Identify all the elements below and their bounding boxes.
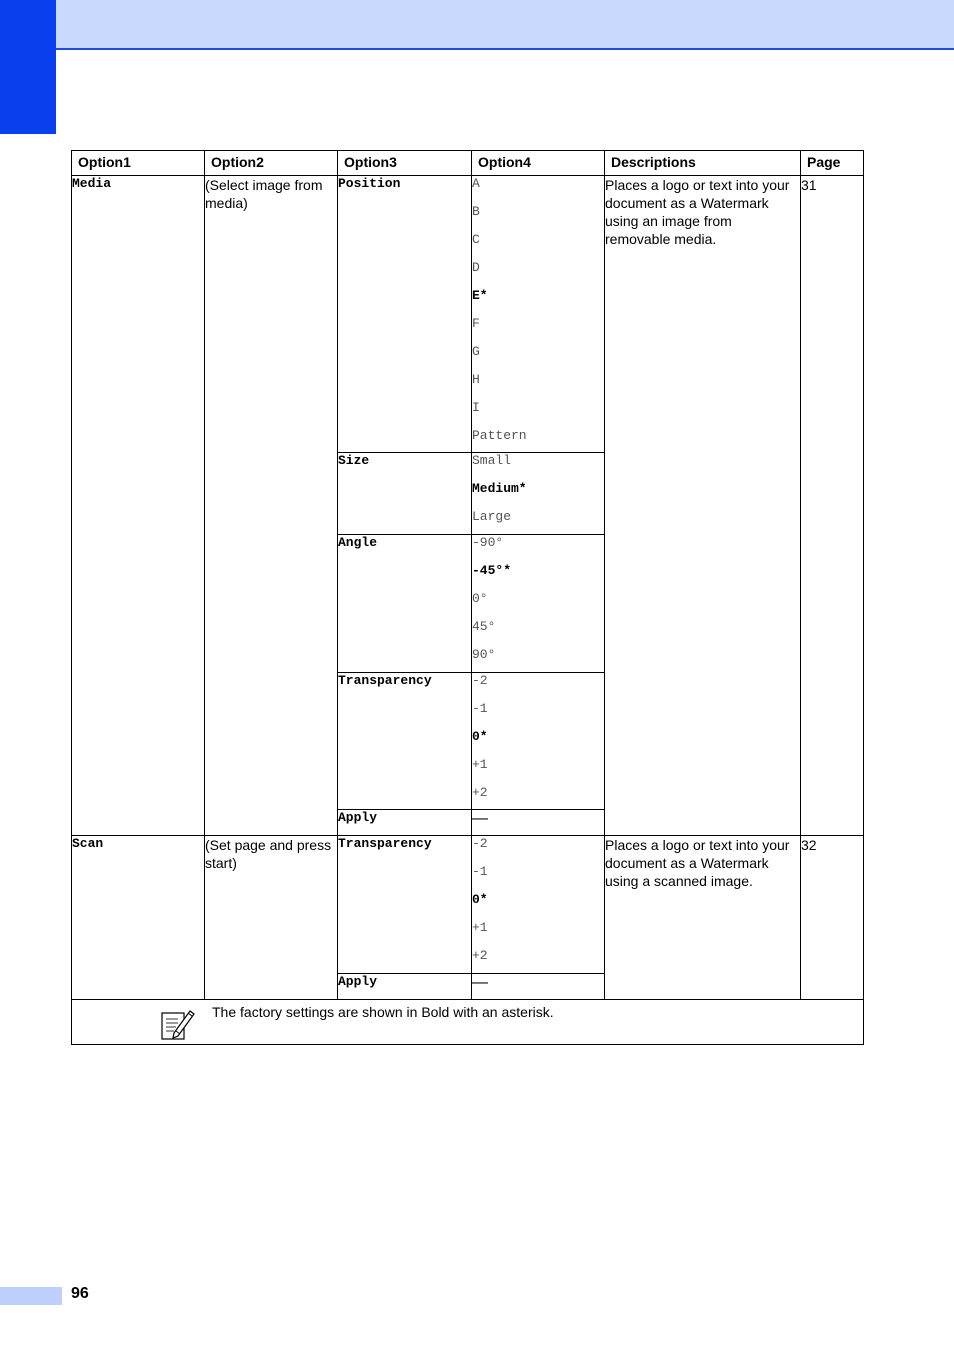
media-apply-value: —	[472, 810, 605, 836]
list-item-default: 0*	[472, 892, 488, 907]
scan-apply-value: —	[472, 974, 605, 1000]
media-position-values	[472, 176, 605, 453]
list-item-default: -45°*	[472, 563, 512, 578]
media-transparency-label: Transparency	[338, 673, 472, 810]
media-size-label: Size	[338, 453, 472, 535]
scan-transparency-label: Transparency	[338, 836, 472, 974]
media-option2: (Select image from media)	[205, 176, 338, 836]
list-item: +1	[472, 920, 488, 935]
list-item: G	[472, 344, 480, 359]
media-position-label: Position	[338, 176, 472, 453]
list-item-default: E*	[472, 288, 488, 303]
media-option1: Media	[72, 176, 205, 836]
list-item: -2	[472, 673, 488, 688]
scan-option2: (Set page and press start)	[205, 836, 338, 1000]
header-option3: Option3	[338, 151, 472, 176]
note-text: The factory settings are shown in Bold with an asterisk.	[212, 1004, 554, 1020]
header-descriptions: Descriptions	[605, 151, 801, 176]
note-pencil-icon	[160, 1007, 196, 1041]
list-item: +1	[472, 757, 488, 772]
list-item: Pattern	[472, 428, 527, 443]
chapter-tab	[0, 0, 56, 134]
list-item: D	[472, 260, 480, 275]
media-size-values	[472, 453, 605, 535]
scan-option1: Scan	[72, 836, 205, 1000]
table-header-row	[72, 151, 864, 176]
scan-description: Places a logo or text into your document as a Watermark using a scanned image.	[605, 836, 801, 1000]
header-page: Page	[801, 151, 864, 176]
media-transparency-values	[472, 673, 605, 810]
header-option1: Option1	[72, 151, 205, 176]
list-item: B	[472, 204, 480, 219]
table-row	[72, 836, 864, 974]
list-item-default: Medium*	[472, 481, 527, 496]
media-description: Places a logo or text into your document as a Watermark using an image from removable media.	[605, 176, 801, 836]
header-option2: Option2	[205, 151, 338, 176]
scan-transparency-values	[472, 836, 605, 974]
media-angle-values	[472, 535, 605, 673]
list-item: 0°	[472, 591, 488, 606]
list-item: -2	[472, 836, 488, 851]
list-item: C	[472, 232, 480, 247]
media-apply-label: Apply	[338, 810, 472, 836]
header-option4: Option4	[472, 151, 605, 176]
page-number: 96	[71, 1285, 89, 1302]
list-item: F	[472, 316, 480, 331]
list-item: H	[472, 372, 480, 387]
list-item: 45°	[472, 619, 496, 634]
header-band	[56, 0, 954, 50]
list-item: -1	[472, 864, 488, 879]
list-item: -1	[472, 701, 488, 716]
footer-band	[0, 1287, 62, 1305]
list-item: Large	[472, 509, 512, 524]
list-item: +2	[472, 785, 488, 800]
list-item: Small	[472, 453, 512, 468]
list-item-default: 0*	[472, 729, 488, 744]
list-item: -90°	[472, 535, 504, 550]
settings-table	[71, 150, 864, 1045]
list-item: A	[472, 176, 480, 191]
scan-page: 32	[801, 836, 864, 1000]
list-item: 90°	[472, 647, 496, 662]
media-page: 31	[801, 176, 864, 836]
list-item: +2	[472, 948, 488, 963]
list-item: I	[472, 400, 480, 415]
media-angle-label: Angle	[338, 535, 472, 673]
table-row	[72, 176, 864, 453]
scan-apply-label: Apply	[338, 974, 472, 1000]
